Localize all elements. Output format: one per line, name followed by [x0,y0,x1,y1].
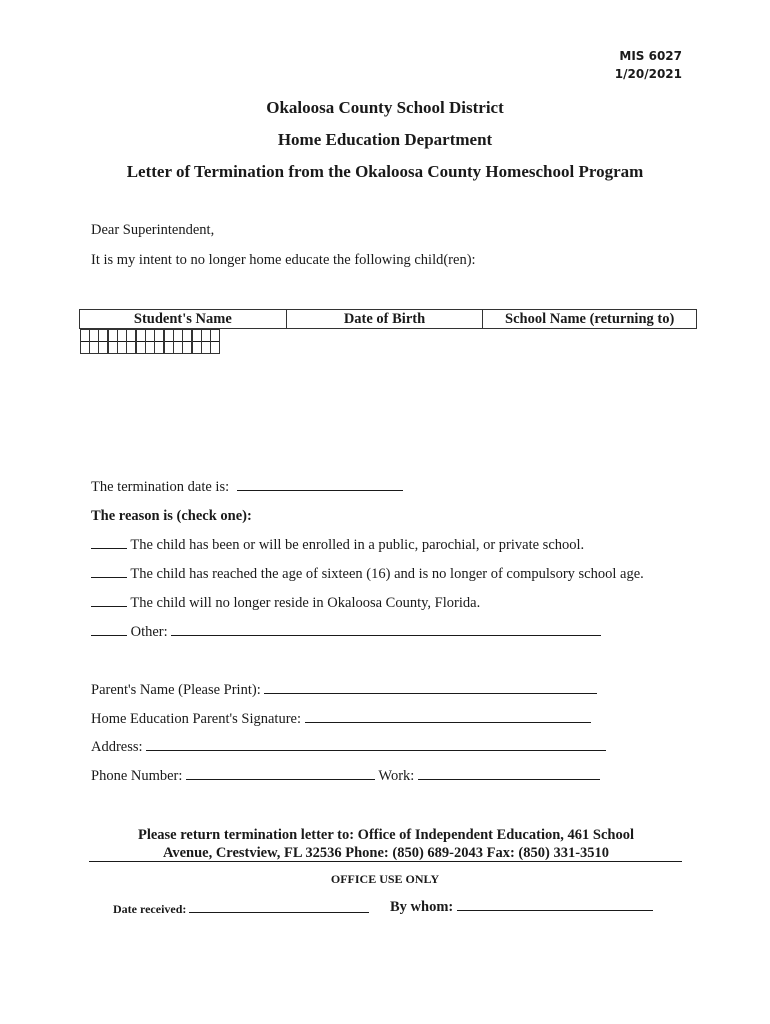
by-whom-label: By whom: [390,899,454,915]
work-label: Work: [378,768,415,784]
work-phone-field[interactable] [418,767,600,780]
termination-date-line [91,478,403,496]
letter-title: Letter of Termination from the Okaloosa County Homeschool Program [126,162,644,181]
reason-option-enrolled [91,536,584,554]
date-received-line [113,900,369,917]
return-line-2: Avenue, Crestview, FL 32536 Phone: (850) 689-2043 Fax: (850) 331-3510 [162,845,610,861]
divider-line [89,861,682,862]
column-header-student-name: Student's Name [80,310,287,329]
phone-label: Phone Number: [91,768,183,784]
district-title: Okaloosa County School District [266,98,504,117]
date-of-birth-cell[interactable] [173,330,182,354]
return-instructions [90,826,682,862]
school-name-cell[interactable] [154,330,163,354]
parent-name-line [91,681,597,699]
reason-label-age: The child has reached the age of sixteen (16) and is no longer of compulsory school age. [130,566,644,582]
school-name-cell[interactable] [98,330,107,354]
date-of-birth-cell[interactable] [145,330,154,354]
table-header-row [80,310,697,329]
student-name-cell[interactable] [192,330,201,354]
reason-label-relocation: The child will no longer reside in Okaloosa County, Florida. [130,595,481,611]
reason-checkbox-other[interactable] [91,623,127,636]
intent-statement: It is my intent to no longer home educate the following child(ren): [91,252,476,268]
document-header [0,92,770,188]
greeting: Dear Superintendent, [91,222,215,238]
date-of-birth-cell[interactable] [201,330,210,354]
form-code: MIS 6027 [619,49,682,63]
reason-option-relocation [91,594,480,612]
table-row [80,329,108,342]
return-line-1: Please return termination letter to: Office of Independent Education, 461 School [137,827,635,843]
termination-date-label: The termination date is: [91,479,230,495]
parent-name-field[interactable] [264,681,597,694]
reason-checkbox-enrolled[interactable] [91,536,127,549]
form-date: 1/20/2021 [614,67,682,81]
office-use-heading: OFFICE USE ONLY [330,872,440,886]
school-name-cell[interactable] [182,330,191,354]
parent-signature-label: Home Education Parent's Signature: [91,711,301,727]
reason-checkbox-age[interactable] [91,565,127,578]
department-title: Home Education Department [277,130,493,149]
date-received-field[interactable] [189,900,369,913]
form-id [615,47,682,83]
date-received-label: Date received: [113,902,187,916]
reason-label-other: Other: [130,624,168,640]
table-row [108,329,136,342]
table-row [164,329,192,342]
date-of-birth-cell[interactable] [89,330,98,354]
table-row [136,329,164,342]
table-row [192,329,220,342]
school-name-cell[interactable] [210,330,219,354]
student-name-cell[interactable] [164,330,173,354]
reason-label-enrolled: The child has been or will be enrolled in a public, parochial, or private school. [130,537,585,553]
students-table [79,309,697,347]
parent-signature-field[interactable] [305,710,591,723]
by-whom-field[interactable] [457,898,653,911]
school-name-cell[interactable] [126,330,135,354]
reason-option-age [91,565,644,583]
column-header-date-of-birth: Date of Birth [286,310,483,329]
reason-option-other [91,623,601,641]
other-reason-field[interactable] [171,623,601,636]
student-name-cell[interactable] [108,330,117,354]
column-header-school-name: School Name (returning to) [483,310,697,329]
parent-name-label: Parent's Name (Please Print): [91,682,261,698]
reason-heading: The reason is (check one): [91,508,252,524]
address-line [91,738,606,756]
student-name-cell[interactable] [136,330,145,354]
date-of-birth-cell[interactable] [117,330,126,354]
parent-signature-line [91,710,591,728]
address-field[interactable] [146,738,606,751]
phone-line [91,767,600,785]
phone-field[interactable] [186,767,375,780]
student-name-cell[interactable] [80,330,89,354]
termination-date-field[interactable] [237,478,403,491]
reason-checkbox-relocation[interactable] [91,594,127,607]
address-label: Address: [91,739,143,755]
by-whom-line [390,898,653,916]
